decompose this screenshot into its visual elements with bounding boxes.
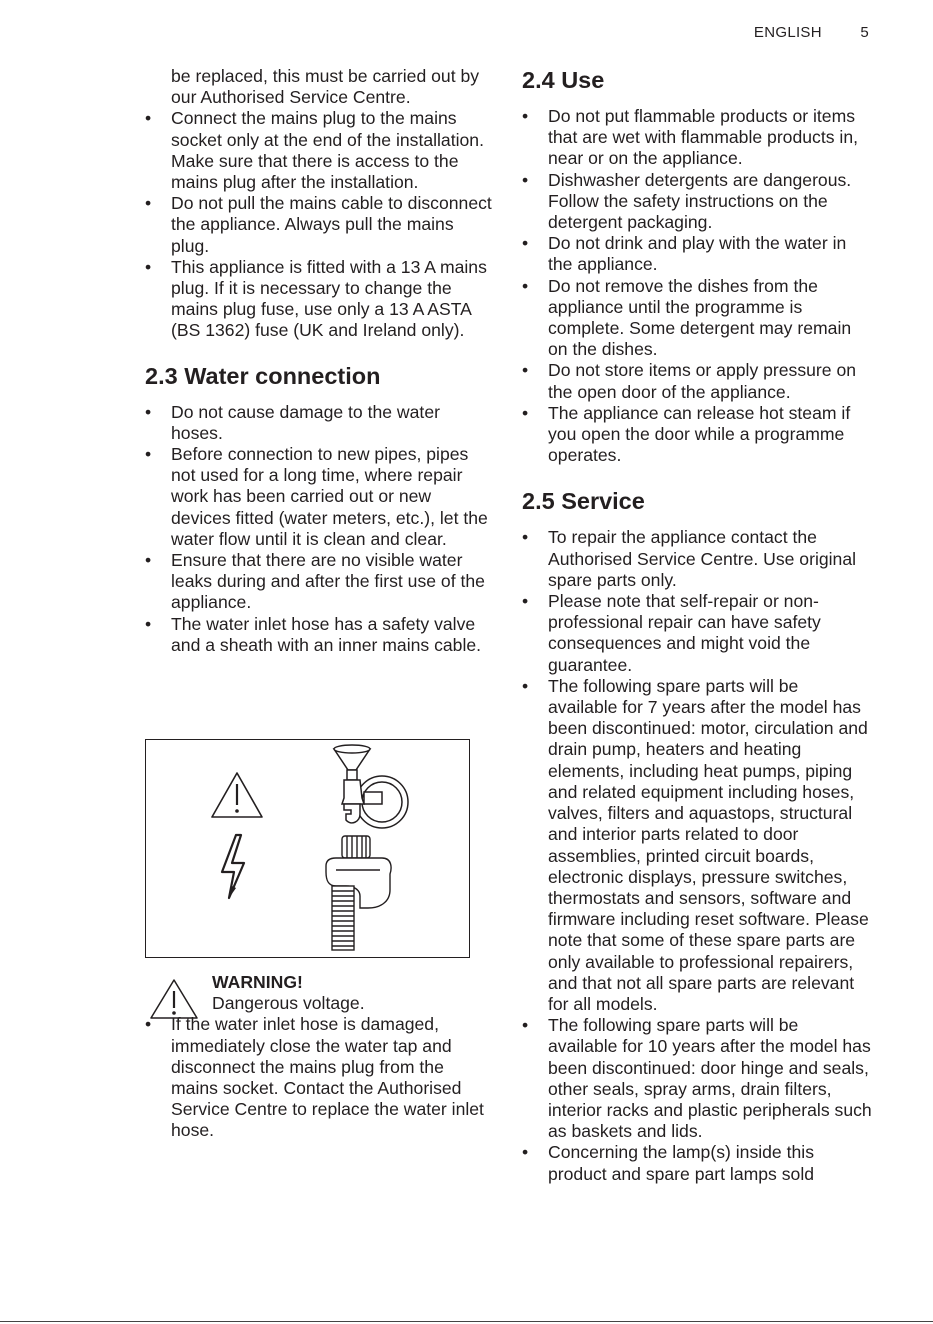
water-tap-icon — [334, 745, 408, 828]
list-use — [522, 106, 872, 466]
warning-title: WARNING! — [212, 972, 303, 992]
list-item: • The appliance can release hot steam if you open the door while a programme operates. — [522, 403, 872, 467]
list-item: • Do not pull the mains cable to disconnect the appliance. Always pull the mains plug. — [145, 193, 493, 257]
list-item: • The water inlet hose has a safety valve and a sheath with an inner mains cable. — [145, 614, 493, 656]
list-item: • Do not drink and play with the water in the appliance. — [522, 233, 872, 275]
list-item: • To repair the appliance contact the Authorised Service Centre. Use original spare parts only. — [522, 527, 872, 591]
right-column — [522, 0, 872, 1185]
section-heading-use: 2.4 Use — [522, 67, 605, 93]
list-item: • Before connection to new pipes, pipes not used for a long time, where repair work has been carried out or new devices fitted (water meters, etc.), let the water flow until it is clean and clear. — [145, 444, 493, 550]
header-page-number: 5 — [860, 24, 869, 41]
warning-block — [145, 972, 493, 1142]
section-heading-water-connection: 2.3 Water connection — [145, 362, 381, 389]
list-item: • Do not remove the dishes from the appliance until the programme is complete. Some detergent may remain on the dishes. — [522, 276, 872, 361]
bottom-rule — [0, 1321, 933, 1322]
header-language: ENGLISH — [753, 24, 822, 41]
list-item: • If the water inlet hose is damaged, immediately close the water tap and disconnect the mains plug from the mains socket. Contact the Authorised Service Centre to replace the water inlet hose. — [145, 1014, 493, 1141]
list-top — [145, 108, 493, 341]
list-item: • Dishwasher detergents are dangerous. Follow the safety instructions on the detergent packaging. — [522, 170, 872, 234]
inlet-hose-icon — [326, 836, 391, 950]
water-inlet-hose-figure — [145, 739, 470, 958]
list-water-connection — [145, 402, 493, 656]
list-bottom — [145, 1014, 493, 1141]
warning-triangle-icon — [212, 773, 262, 817]
list-item: • Ensure that there are no visible water leaks during and after the first use of the appliance. — [145, 550, 493, 614]
list-item: • Do not cause damage to the water hoses. — [145, 402, 493, 444]
lightning-bolt-icon — [222, 835, 244, 898]
list-item: • This appliance is fitted with a 13 A mains plug. If it is necessary to change the mains plug fuse, use only a 13 A ASTA (BS 1362) fuse (UK and Ireland only). — [145, 257, 493, 342]
list-item: • Concerning the lamp(s) inside this product and spare part lamps sold — [522, 1142, 872, 1184]
continuation-text: be replaced, this must be carried out by our Authorised Service Centre. — [171, 66, 480, 108]
list-item: • The following spare parts will be available for 7 years after the model has been discontinued: motor, circulation and drain pump, heaters and heating elements, including heat pumps, piping and related equipment including hoses, valves, filters and aquastops, structural and interior parts related to door assemblies, printed circuit boards, electronic displays, pressure switches, thermostats and sensors, software and firmware including reset software. Please note that some of these spare parts are only available to professional repairers, and that not all spare parts are relevant for all models. — [522, 676, 872, 1015]
list-item: • The following spare parts will be available for 10 years after the model has been discontinued: door hinge and seals, other seals, spray arms, drain filters, interior racks and plastic peripherals such as baskets and lids. — [522, 1015, 872, 1142]
list-item: • Please note that self-repair or non-professional repair can have safety consequences and might void the guarantee. — [522, 591, 872, 676]
list-item: • Do not put flammable products or items that are wet with flammable products in, near or on the appliance. — [522, 106, 872, 170]
list-service — [522, 527, 872, 1184]
section-heading-service: 2.5 Service — [522, 488, 645, 515]
list-item: • Connect the mains plug to the mains socket only at the end of the installation. Make sure that there is access to the mains plug after the installation. — [145, 108, 493, 193]
list-item: • Do not store items or apply pressure on the open door of the appliance. — [522, 360, 872, 402]
left-column — [145, 0, 493, 656]
warning-text: Dangerous voltage. — [212, 993, 365, 1014]
